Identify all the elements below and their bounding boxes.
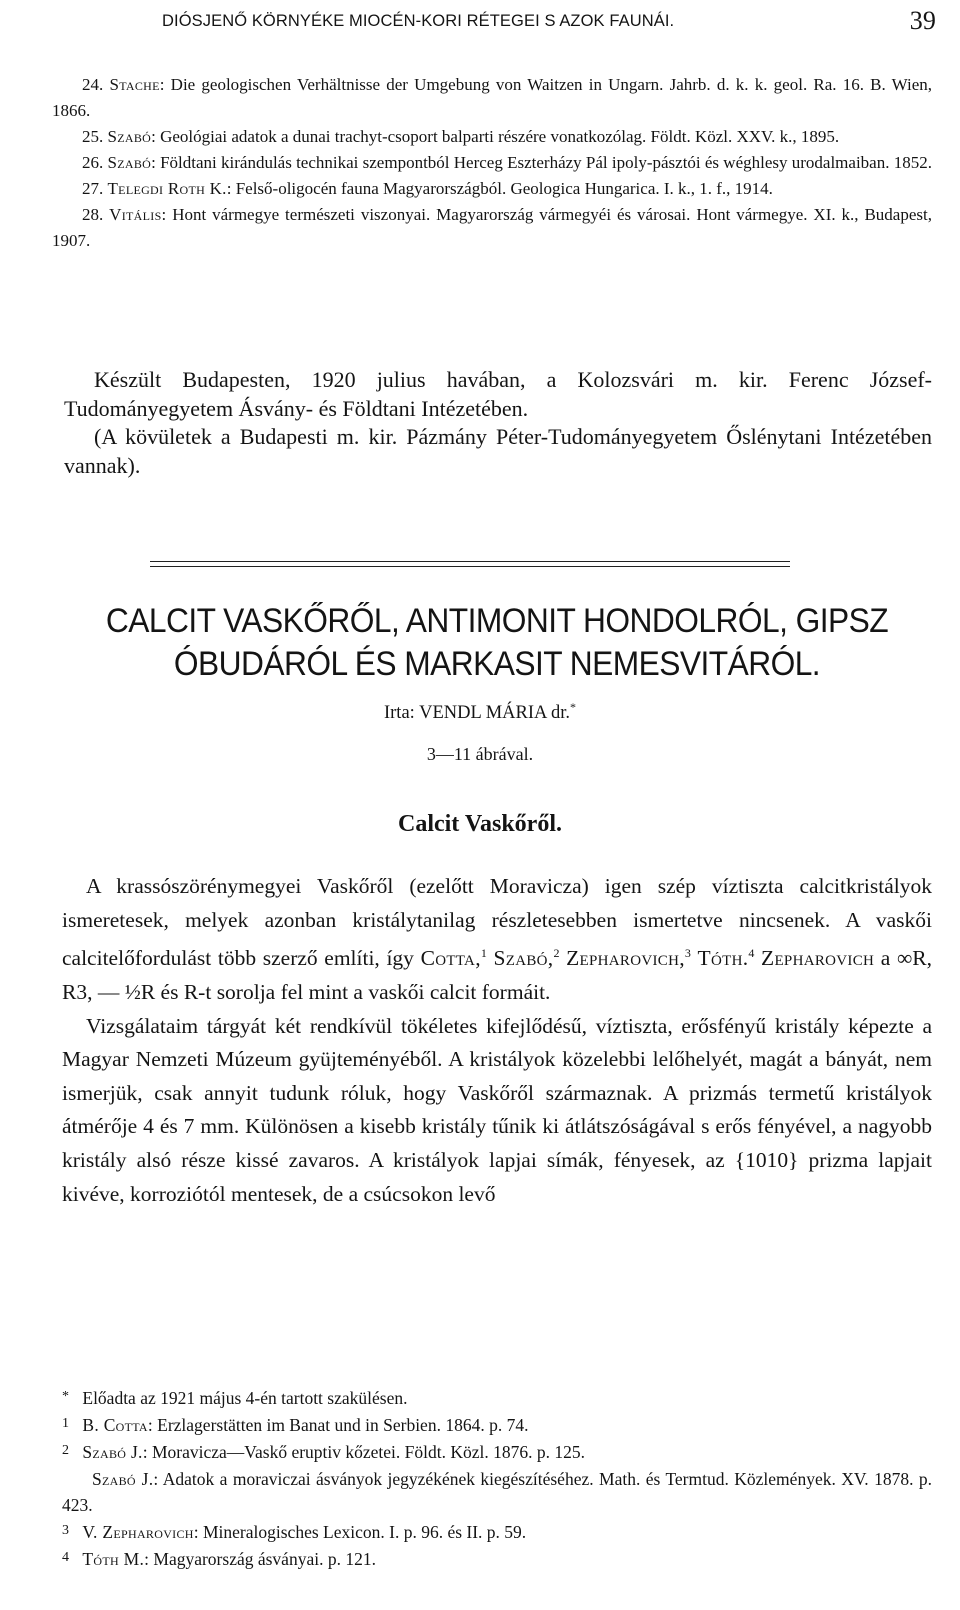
- footnote: 2 Szabó J.: Moravicza—Vaskő eruptiv kőzetei. Földt. Közl. 1876. p. 125.: [62, 1442, 586, 1463]
- footnotes: [62, 1384, 932, 1572]
- body-paragraph: A krassószörénymegyei Vaskőről (ezelőtt Moravicza) igen szép víztiszta calcitkristályok ismeretesek, melyek azonban kristálytanilag részletesebben ismertetve nincsenek. A vaskői calcitelőfordulást több szerző említi, így Cotta,$^1$ Szabó,$^2$ Zepharovich,$^3$ Tóth.$^4$ Zepharovich a ∞R, R3, — ½R és R-t sorolja fel mint a vaskői calcit formáit.: [62, 874, 933, 1004]
- page-number: 39: [909, 6, 936, 35]
- divider-rule: [150, 566, 790, 567]
- divider-rule: [150, 561, 790, 562]
- body-text: [62, 870, 932, 1211]
- running-title: DIÓSJENŐ KÖRNYÉKE MIOCÉN-KORI RÉTEGEI S AZOK FAUNÁI.: [162, 12, 675, 30]
- reference-item: 24. Stache: Die geologischen Verhältnisse der Umgebung von Waitzen in Ungarn. Jahrb. d. k. k. geol. Ra. 16. B. Wien, 1866.: [52, 75, 933, 120]
- body-paragraph: Vizsgálataim tárgyát két rendkívül tökéletes kifejlődésű, víztiszta, erősfényű kristály képezte a Magyar Nemzeti Múzeum gyüjteményéből. A kristályok közelebbi lelőhelyét, magát a bányát, nem ismerjük, csak annyit tudunk róluk, hogy Vaskőről származnak. A prizmás termetű kristályok átmérője 4 és 7 mm. Különösen a kisebb kristály tűnik ki átlátszóságával s erős fényével, a nagyobb kristály alsó része kissé zavaros. A kristályok lapjai símák, fényesek, az {1010} prizma lapjait kivéve, korroziótól mentesek, de a csúcsokon levő: [62, 1013, 932, 1206]
- article-title-line: ÓBUDÁRÓL ÉS MARKASIT NEMESVITÁRÓL.: [173, 645, 821, 683]
- footnote: 1 B. Cotta: Erzlagerstätten im Banat und in Serbien. 1864. p. 74.: [62, 1415, 529, 1436]
- colophon: [64, 366, 932, 480]
- reference-item: 25. Szabó: Geológiai adatok a dunai trachyt-csoport balparti részére vonatkozólag. Földt. Közl. XXV. k., 1895.: [82, 127, 840, 146]
- footnote: Szabó J.: Adatok a moraviczai ásványok jegyzékének kiegészítéséhez. Math. és Termtud. Közlemények. XV. 1878. p. 423.: [62, 1468, 932, 1515]
- reference-item: 27. Telegdi Roth K.: Felső-oligocén fauna Magyarországból. Geologica Hungarica. I. k., 1. f., 1914.: [82, 179, 773, 198]
- article-author: Irta: VENDL MÁRIA dr.*: [383, 700, 576, 724]
- colophon-place-date: Készült Budapesten, 1920 julius havában, a Kolozsvári m. kir. Ferenc József-Tudományegyetem Ásvány- és Földtani Intézetében.: [64, 367, 932, 421]
- footnote: * Előadta az 1921 május 4-én tartott szakülésen.: [62, 1388, 408, 1408]
- article-title: [95, 600, 899, 686]
- colophon-fossils-note: (A kövületek a Budapesti m. kir. Pázmány Péter-Tudományegyetem Őslénytani Intézetében vannak).: [64, 424, 932, 478]
- article-title-line: CALCIT VASKŐRŐL, ANTIMONIT HONDOLRÓL, GIPSZ: [105, 602, 889, 640]
- footnote: 4 Tóth M.: Magyarország ásványai. p. 121.: [62, 1549, 376, 1570]
- reference-list: [52, 72, 932, 254]
- reference-item: 28. Vitális: Hont vármegye természeti viszonyai. Magyarország vármegyéi és városai. Hont vármegye. XI. k., Budapest, 1907.: [52, 205, 932, 250]
- reference-item: 26. Szabó: Földtani kirándulás technikai szempontból Herceg Eszterházy Pál ipoly-pásztói és wéghlesy urodalmaiban. 1852.: [82, 153, 932, 172]
- figures-note: 3—11 ábrával.: [426, 744, 534, 764]
- footnote: 3 V. Zepharovich: Mineralogisches Lexicon. I. p. 96. és II. p. 59.: [62, 1522, 527, 1543]
- section-heading: Calcit Vaskőről.: [397, 811, 562, 837]
